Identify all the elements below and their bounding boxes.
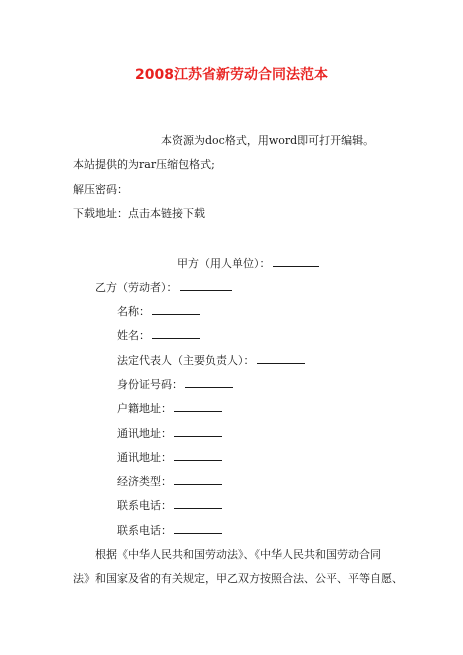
field-blank (174, 427, 222, 437)
party-b-line (95, 281, 232, 295)
document-title: 2008江苏省新劳动合同法范本 (135, 67, 328, 83)
field-phone-label: 联系电话： (117, 524, 172, 537)
field-line (117, 402, 222, 416)
field-line (117, 499, 222, 513)
field-blank (174, 451, 222, 461)
field-name-label: 名称： (117, 305, 150, 318)
party-a-blank (273, 257, 319, 267)
field-blank (174, 402, 222, 412)
field-line (117, 524, 222, 538)
field-id-number-label: 身份证号码： (117, 378, 183, 391)
body-paragraph-line: 法》和国家及省的有关规定，甲乙双方按照合法、公平、平等自愿、 (73, 572, 403, 585)
party-a-line (177, 257, 319, 271)
party-b-label: 乙方（劳动者）： (95, 281, 178, 294)
intro-format-note: 本资源为doc格式，用word即可打开编辑。 (161, 134, 375, 147)
field-person-name-label: 姓名： (117, 329, 150, 342)
field-blank (174, 475, 222, 485)
field-line (117, 378, 233, 392)
field-legal-rep-label: 法定代表人（主要负责人）： (117, 354, 255, 367)
field-line (117, 475, 222, 489)
field-blank (174, 524, 222, 534)
field-mailing-address-label: 通讯地址： (117, 451, 172, 464)
field-line (117, 329, 200, 343)
field-line (117, 427, 222, 441)
field-economic-type-label: 经济类型： (117, 475, 172, 488)
field-blank (185, 378, 233, 388)
body-paragraph-line: 根据《中华人民共和国劳动法》、《中华人民共和国劳动合同 (95, 548, 381, 561)
field-blank (257, 354, 305, 364)
field-household-address-label: 户籍地址： (117, 402, 172, 415)
party-b-blank (180, 281, 232, 291)
intro-download-link[interactable]: 下载地址：点击本链接下载 (73, 207, 205, 220)
field-phone-label: 联系电话： (117, 499, 172, 512)
field-blank (174, 499, 222, 509)
field-blank (152, 329, 200, 339)
party-a-label: 甲方（用人单位）： (177, 257, 271, 270)
field-mailing-address-label: 通讯地址： (117, 427, 172, 440)
field-line (117, 451, 222, 465)
intro-archive-note: 本站提供的为rar压缩包格式; (73, 158, 215, 171)
field-line (117, 305, 200, 319)
field-line (117, 354, 305, 368)
intro-password-label: 解压密码： (73, 183, 128, 196)
field-blank (152, 305, 200, 315)
